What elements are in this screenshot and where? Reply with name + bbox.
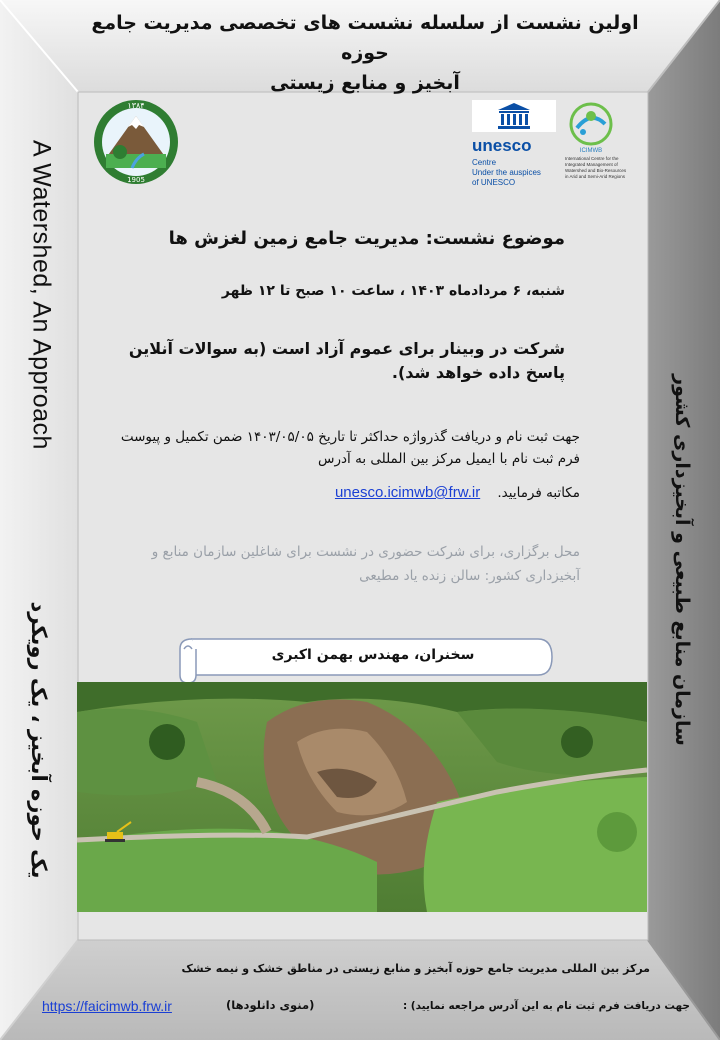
venue-info: محل برگزاری، برای شرکت حضوری در نشست برای شاغلین سازمان منابع و آبخیزداری کشور: سالن زنده یاد مطیعی <box>151 544 580 584</box>
organization-name-text: سازمان منابع طبیعی و آبخیزداری کشور <box>671 374 693 746</box>
emblem-year-bottom: 1905 <box>127 176 145 184</box>
downloads-menu-label: (منوی دانلودها) <box>226 998 315 1012</box>
registration-instructions: جهت ثبت نام و دریافت گذرواژه حداکثر تا تاریخ ۱۴۰۳/۰۵/۰۵ ضمن تکمیل و پیوست فرم ثبت نام با ایمیل مرکز بین المللی به آدرس <box>120 429 580 467</box>
slogan-english-text: A Watershed, An Approach <box>27 140 56 450</box>
registration-form-note: جهت دریافت فرم ثبت نام به این آدرس مراجعه نمایید) : <box>402 1000 690 1012</box>
organization-name <box>656 340 708 780</box>
emblem-year-top: ۱۳۸۴ <box>127 101 145 110</box>
icimwb-line-4: in Arid and Semi-Arid Regions <box>565 174 626 179</box>
unesco-sub-1: Centre <box>472 158 497 167</box>
title-line-2: آبخیز و منابع زیستی <box>270 72 460 94</box>
email-link[interactable]: unesco.icimwb@frw.ir <box>334 484 481 501</box>
session-topic: موضوع نشست: مدیریت جامع زمین لغزش ها <box>168 228 565 249</box>
speaker-banner <box>178 635 554 685</box>
slogan-english <box>18 110 64 480</box>
icimwb-line-2: Integrated Management of <box>565 162 618 167</box>
icimwb-abbr: ICIMWB <box>579 148 603 154</box>
unesco-temple-icon <box>472 100 556 132</box>
unesco-logo <box>470 100 560 188</box>
unesco-sub-2: Under the auspices <box>472 168 541 177</box>
landslide-photo <box>77 682 647 912</box>
icimwb-emblem-icon <box>565 98 655 156</box>
speaker-name: سخنران، مهندس بهمن اکبری <box>271 647 475 663</box>
free-access-note: شرکت در وبینار برای عموم آزاد است (به سوالات آنلاین پاسخ داده خواهد شد). <box>128 339 565 382</box>
icimwb-line-3: Watershed and Bio-Resources <box>565 168 627 173</box>
session-date: شنبه، ۶ مردادماه ۱۴۰۳ ، ساعت ۱۰ صبح تا ۱۲ ظهر <box>221 283 565 299</box>
unesco-wordmark: unesco <box>472 136 532 155</box>
event-series-title <box>80 8 650 98</box>
website-link[interactable]: https://faicimwb.frw.ir <box>42 998 172 1014</box>
unesco-sub-3: of UNESCO <box>472 178 516 187</box>
center-name: مرکز بین المللی مدیریت جامع حوزه آبخیز و منابع زیستی در مناطق خشک و نیمه خشک <box>181 962 650 975</box>
mountain-emblem-icon <box>92 96 180 194</box>
landslide-image <box>77 682 647 912</box>
icimwb-line-1: International Centre for the <box>565 156 619 161</box>
organization-logo <box>92 96 180 194</box>
icimwb-logo <box>565 98 655 188</box>
icimwb-full-name <box>565 156 655 180</box>
slogan-persian <box>14 590 64 890</box>
email-suffix: مکاتبه فرمایید. <box>497 485 580 501</box>
email-line <box>280 484 580 501</box>
unesco-subtitle <box>472 158 562 188</box>
frame-bottom <box>0 940 720 1040</box>
slogan-persian-text: یک حوزه آبخیز ، یک رویکرد <box>27 601 51 879</box>
title-line-1: اولین نشست از سلسله نشست های تخصصی مدیریت جامع حوزه <box>91 12 639 64</box>
